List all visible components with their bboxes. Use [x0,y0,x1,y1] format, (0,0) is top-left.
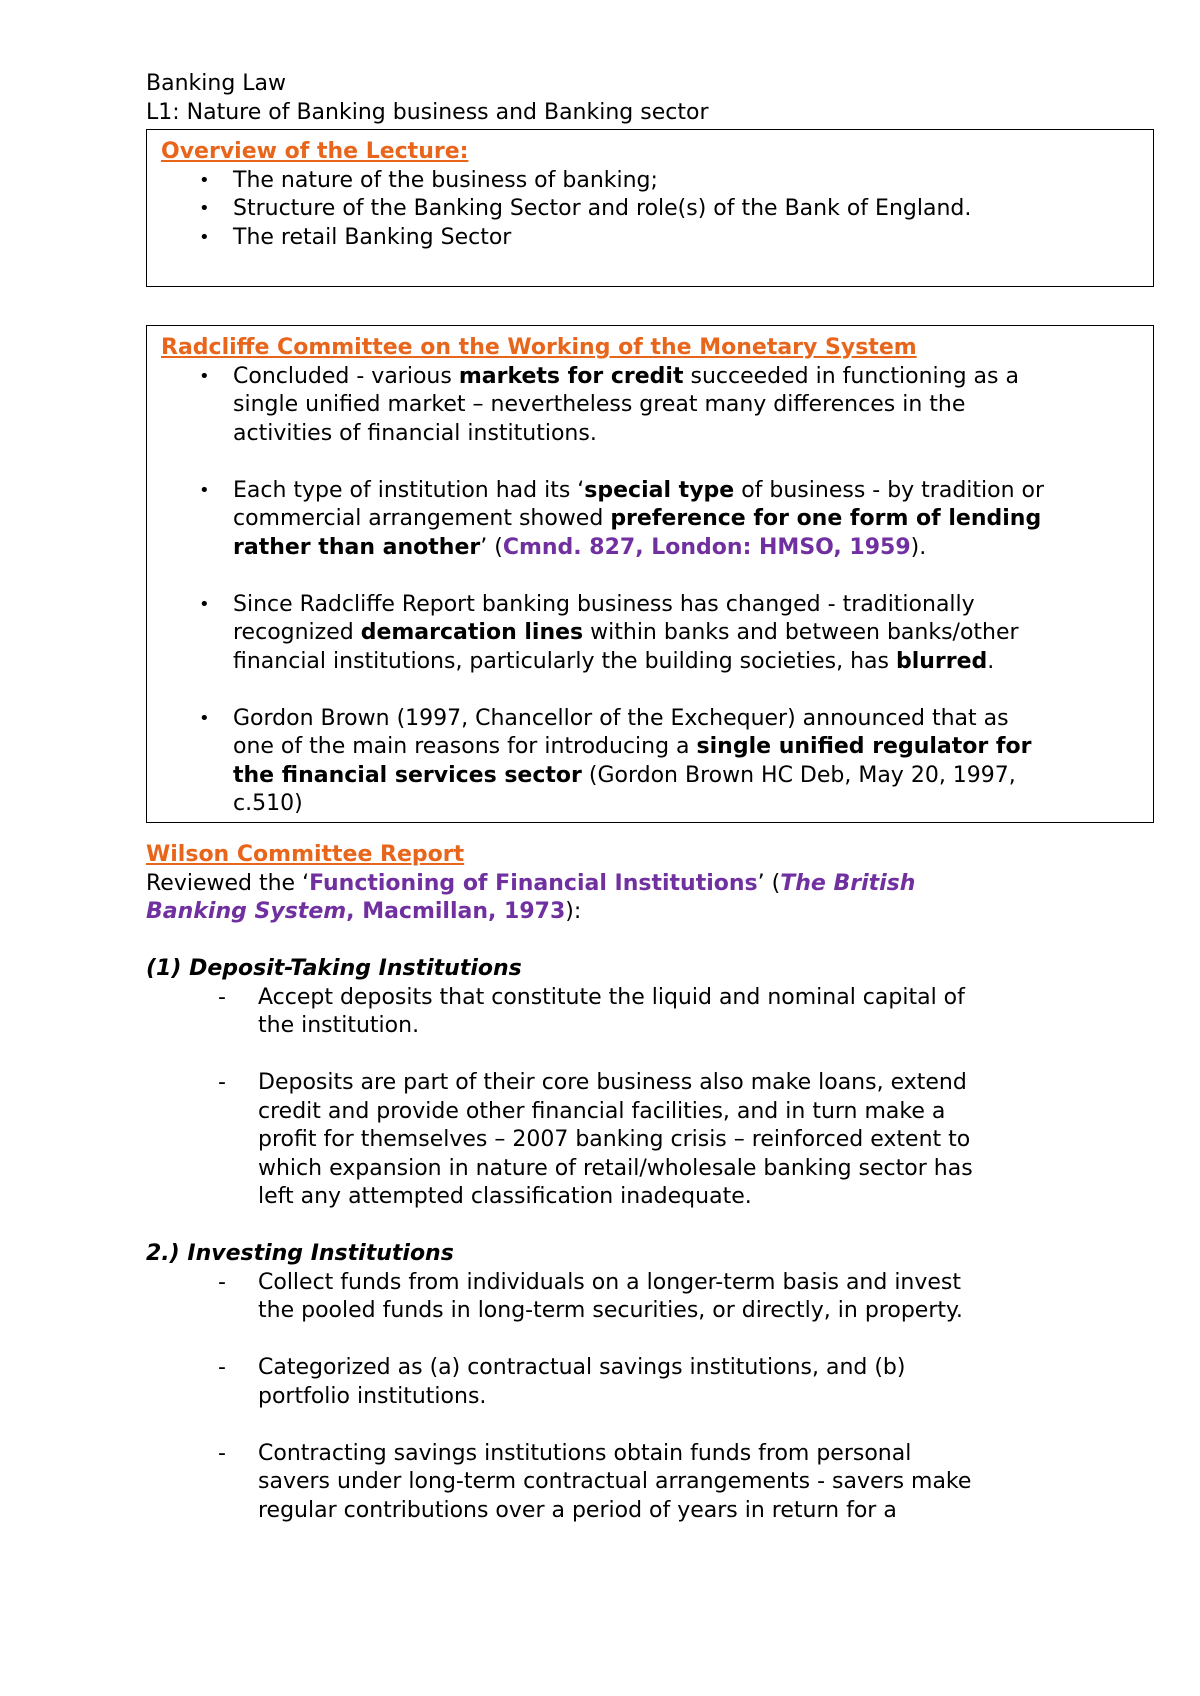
investing-list [146,1269,1156,1526]
dash-icon: - [218,1355,226,1380]
dash-icon: - [218,1269,226,1295]
deposit-list [146,984,1156,1212]
radcliffe-list [161,363,1139,819]
dash-icon: - [218,1070,226,1095]
list-item: - Categorized as (a) contractual savings institutions, and (b) portfolio institutions. [218,1355,906,1409]
overview-list [161,167,1139,253]
lecture-title: L1: Nature of Banking business and Banking sector [146,99,709,125]
bullet-icon: • [199,198,210,219]
course-title: Banking Law [146,71,287,96]
list-item: • Since Radcliffe Report banking business has changed - traditionally recognized demarcation lines within banks and between banks/other financial institutions, particularly the building societies, has blurred. [199,591,1019,674]
deposit-heading: (1) Deposit-Taking Institutions [146,956,522,981]
bullet-icon: • [199,226,210,248]
list-item: - Contracting savings institutions obtain funds from personal savers under long-term contractual arrangements - savers make regular contributions over a period of years in return for a [218,1440,972,1523]
document-page [146,70,1156,1525]
radcliffe-box [146,325,1154,823]
bullet-icon: • [199,169,210,191]
dash-icon: - [218,984,226,1010]
list-item: • The nature of the business of banking; [161,167,1139,196]
overview-box [146,129,1154,287]
bullet-icon: • [199,365,210,387]
list-item: - Collect funds from individuals on a longer-term basis and invest the pooled funds in long-term securities, or directly, in property. [218,1269,963,1323]
wilson-line-2: Banking System, Macmillan, 1973): [146,899,582,924]
bullet-icon: • [199,593,210,615]
list-item: • Gordon Brown (1997, Chancellor of the Exchequer) announced that as one of the main reasons for introducing a single unified regulator for the financial services sector (Gordon Brown HC Deb, May 20, 1997, c.510) [199,705,1032,816]
wilson-line-1: Reviewed the ‘Functioning of Financial Institutions’ (The British [146,870,916,896]
list-item: - Accept deposits that constitute the liquid and nominal capital of the institution. [218,984,965,1038]
radcliffe-heading: Radcliffe Committee on the Working of the Monetary System [161,335,917,360]
overview-heading: Overview of the Lecture: [161,139,469,164]
citation: Cmnd. 827, London: HMSO, 1959 [502,534,911,560]
dash-icon: - [218,1440,226,1466]
list-item: - Deposits are part of their core business also make loans, extend credit and provide other financial facilities, and in turn make a profit for themselves – 2007 banking crisis – reinforced extent to which expansion in nature of retail/wholesale banking sector has left any attempted classification inadequate. [218,1070,973,1209]
bullet-icon: • [199,479,210,501]
bullet-icon: • [199,707,210,729]
investing-heading: 2.) Investing Institutions [146,1241,454,1266]
list-item: • Concluded - various markets for credit succeeded in functioning as a single unified market – nevertheless great many differences in the activities of financial institutions. [199,363,1019,446]
list-item: • The retail Banking Sector [161,224,1139,253]
list-item: • Each type of institution had its ‘special type of business - by tradition or commercial arrangement showed preference for one form of lending rather than another’ (Cmnd. 827, London: HMSO, 1959). [199,477,1045,560]
list-item: • Structure of the Banking Sector and role(s) of the Bank of England. [161,195,1139,224]
wilson-heading: Wilson Committee Report [146,842,465,867]
